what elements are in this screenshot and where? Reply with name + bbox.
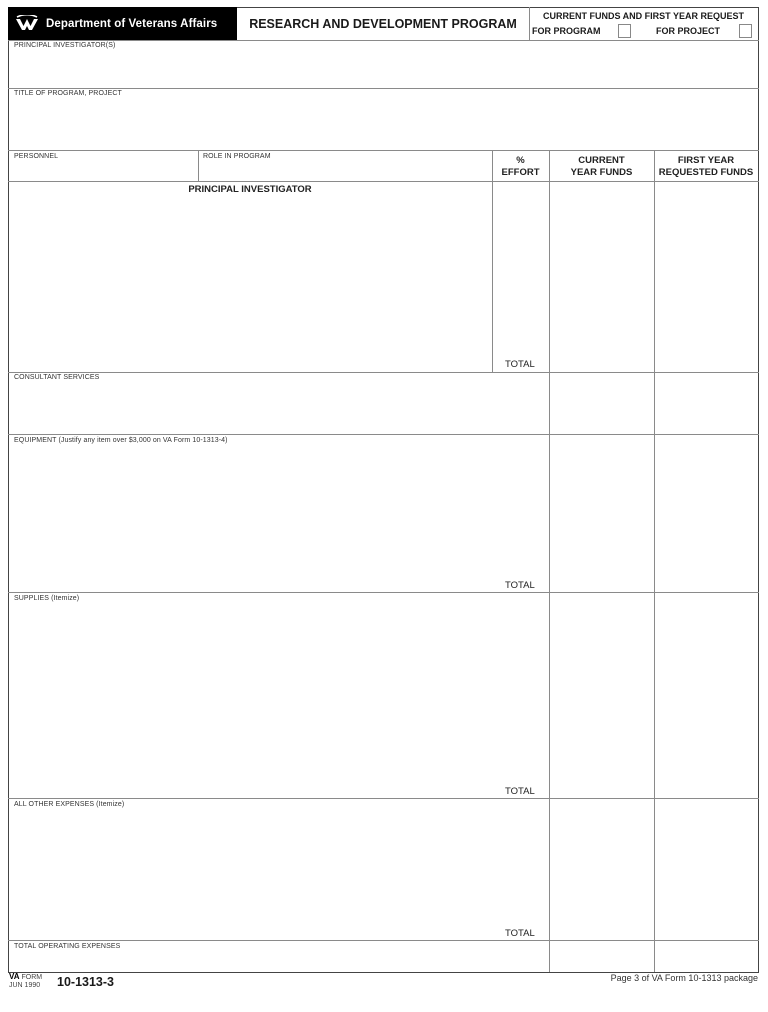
- first-year-funds-column-header: [654, 155, 758, 179]
- rule: [8, 940, 759, 941]
- other-expenses-label: [14, 801, 124, 808]
- for-project-checkbox[interactable]: [739, 24, 752, 38]
- supplies-total-label: TOTAL: [505, 786, 535, 797]
- first-year-header-line2: REQUESTED FUNDS: [658, 167, 754, 178]
- page-info: Page 3 of VA Form 10-1313 package: [610, 973, 758, 983]
- va-seal-icon: [14, 15, 40, 33]
- rule: [8, 150, 759, 151]
- agency-name: Department of Veterans Affairs: [46, 18, 218, 30]
- effort-header-line1: %: [516, 155, 525, 166]
- form-title: [237, 7, 529, 41]
- principal-investigator-heading: PRINCIPAL INVESTIGATOR: [188, 184, 312, 195]
- col-divider-current: [549, 150, 550, 972]
- for-program-label: FOR PROGRAM: [532, 26, 601, 36]
- current-header-line1: CURRENT: [578, 155, 625, 166]
- form-id-block: [9, 973, 42, 990]
- title-label: TITLE OF PROGRAM, PROJECT: [14, 90, 122, 97]
- col-divider-role: [198, 150, 199, 181]
- rule: [8, 372, 759, 373]
- rule: [8, 434, 759, 435]
- effort-header-line2: EFFORT: [501, 167, 540, 178]
- supplies-label: [14, 595, 79, 602]
- current-header-line2: YEAR FUNDS: [570, 167, 633, 178]
- title-input[interactable]: [10, 100, 759, 150]
- form-title-text: RESEARCH AND DEVELOPMENT PROGRAM: [249, 17, 517, 31]
- form-date: JUN 1990: [9, 982, 41, 989]
- equipment-label-text: EQUIPMENT: [14, 437, 57, 444]
- role-column-header: ROLE IN PROGRAM: [203, 153, 271, 160]
- personnel-column-header: PERSONNEL: [14, 153, 59, 160]
- other-expenses-total-label: TOTAL: [505, 928, 535, 939]
- rule: [8, 181, 759, 182]
- effort-column-header: [492, 155, 549, 179]
- current-funds-column-header: [549, 155, 654, 179]
- total-operating-expenses-label: TOTAL OPERATING EXPENSES: [14, 943, 121, 950]
- consultant-services-label: CONSULTANT SERVICES: [14, 374, 100, 381]
- equipment-label: [14, 437, 228, 444]
- funds-heading: CURRENT FUNDS AND FIRST YEAR REQUEST: [542, 11, 744, 21]
- principal-investigators-input[interactable]: [10, 52, 759, 88]
- rule: [8, 798, 759, 799]
- form-number: 10-1313-3: [57, 975, 114, 989]
- rule: [8, 40, 759, 41]
- va-form-abbrev: VA: [9, 972, 20, 981]
- personnel-total-label: TOTAL: [505, 359, 535, 370]
- for-project-label: FOR PROJECT: [656, 26, 721, 36]
- equipment-note: (Justify any item over $3,000 on VA Form 10-1313-4): [58, 437, 228, 444]
- other-expenses-label-text: ALL OTHER EXPENSES: [14, 801, 95, 808]
- form-word: FORM: [21, 974, 43, 981]
- form-frame: [8, 7, 759, 973]
- supplies-label-text: SUPPLIES: [14, 595, 50, 602]
- rule: [8, 88, 759, 89]
- principal-investigators-label: PRINCIPAL INVESTIGATOR(S): [14, 42, 116, 49]
- col-divider-first-year: [654, 150, 655, 972]
- other-expenses-note: (Itemize): [96, 801, 125, 808]
- agency-banner: [8, 7, 237, 41]
- for-program-checkbox[interactable]: [618, 24, 631, 38]
- supplies-note: (Itemize): [51, 595, 80, 602]
- first-year-header-line1: FIRST YEAR: [677, 155, 735, 166]
- personnel-entries[interactable]: [10, 198, 494, 352]
- rule: [8, 592, 759, 593]
- equipment-total-label: TOTAL: [505, 580, 535, 591]
